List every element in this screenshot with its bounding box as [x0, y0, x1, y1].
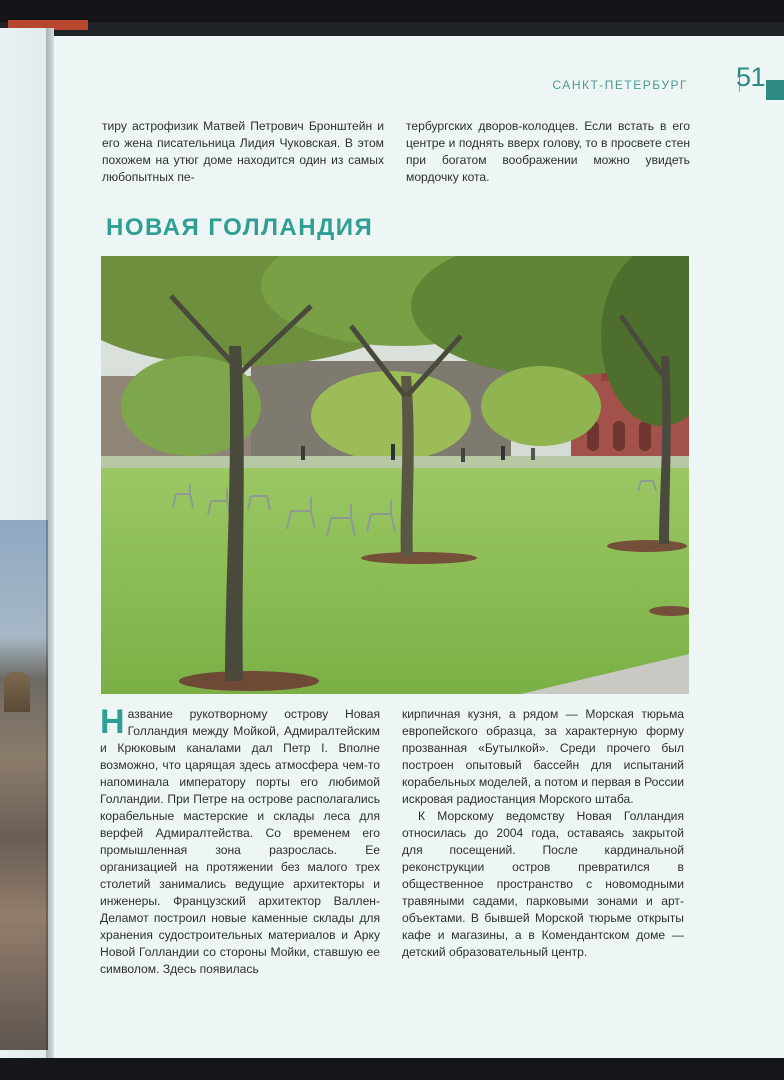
page-tab-marker [766, 80, 784, 100]
park-photo [101, 256, 689, 694]
section-title: НОВАЯ ГОЛЛАНДИЯ [106, 214, 374, 241]
bottom-dark-band [0, 1058, 784, 1080]
running-title: САНКТ-ПЕТЕРБУРГ [552, 78, 688, 92]
body-text-left [100, 703, 380, 978]
park-photo-illustration [101, 256, 689, 694]
previous-page-dome [4, 672, 30, 712]
body-paragraph-1: азвание рукотворному острову Новая Голландия между Мойкой, Адмиралтейским и Крюковым каналами дал Петр I. Вполне возможно, что царящая здесь атмосфера чем-то напоминала императору порты его любимой Голландии. При Петре на острове располагались корабельные мастерские и склады леса для верфей Адмиралтейства. Со временем его промышленная зона разрослась. Ее организацией на протяжении без малого трех столетий занимались ведущие архитекторы и инженеры. Французский архитектор Валлен-Деламот построил новые каменные склады для хранения судостроительных материалов и Арку Новой Голландии со стороны Мойки, ставшую ее символом. Здесь появилась [100, 707, 380, 976]
body-paragraph-3: К Морскому ведомству Новая Голландия относилась до 2004 года, оставаясь закрытой для посещений. После кардинальной реконструкции остров превратился в общественное пространство с новомодными травяными садами, парковыми зонами и арт-объектами. В бывшей Морской тюрьме открыты кафе и магазины, а в Комендантском доме — детский образовательный центр. [402, 809, 684, 959]
page-number: 51 [736, 62, 766, 92]
body-text-right [402, 706, 684, 961]
body-paragraph-2: кирпичная кузня, а рядом — Морская тюрьма европейского образца, за характерную форму прозванная «Бутылкой». Среди прочего был построен опытовый бассейн для испытаний корабельных моделей, а потом и первая в России искровая радиостанция Морского штаба. [402, 707, 684, 806]
top-dark-band [0, 0, 784, 22]
top-text-right: тербургских дворов-колодцев. Если встать в его центре и поднять вверх голову, то в просвете стен при богатом воображении можно увидеть мордочку кота. [406, 119, 690, 184]
book-page [54, 36, 784, 1058]
drop-cap: Н [100, 703, 125, 741]
previous-page-photo-edge [0, 520, 48, 1050]
top-text-left: тиру астрофизик Матвей Петрович Бронштейн и его жена писательница Лидия Чуковская. В этом похожем на утюг доме находится один из самых любопытных пе- [102, 119, 384, 184]
